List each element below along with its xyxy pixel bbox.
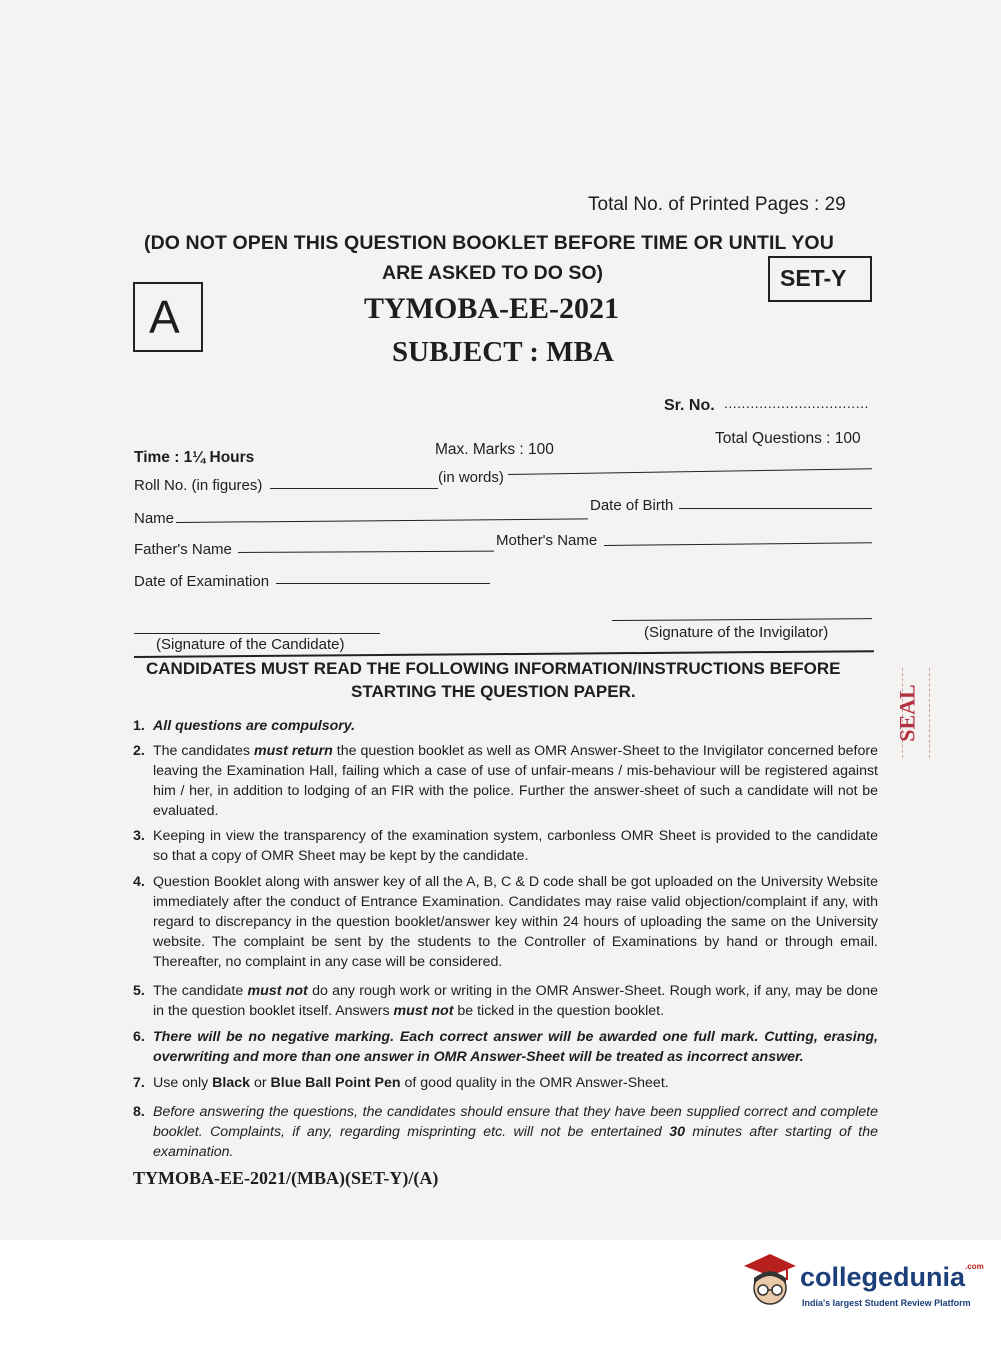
- name-line[interactable]: [176, 518, 588, 523]
- candidate-signature-label: (Signature of the Candidate): [156, 636, 345, 653]
- instruction-number: 6.: [133, 1029, 145, 1045]
- booklet-code-box: [133, 282, 203, 352]
- exam-date-label: Date of Examination: [134, 573, 270, 590]
- invigilator-signature-line[interactable]: [612, 618, 872, 621]
- instruction-text: The candidate must not do any rough work or writing in the OMR Answer-Sheet. Rough work, if any, may be done in the question booklet itself. Answers must not be ticked in the question booklet.: [153, 983, 878, 1019]
- mother-name-label: Mother's Name: [496, 532, 598, 549]
- seal-text: SEAL: [894, 684, 920, 742]
- instruction-number: 8.: [133, 1104, 145, 1120]
- set-label: SET-Y: [780, 265, 847, 291]
- warning-line-2: ARE ASKED TO DO SO): [382, 262, 604, 284]
- instruction-number: 2.: [133, 743, 145, 759]
- invigilator-signature-label: (Signature of the Invigilator): [644, 624, 829, 641]
- instruction-text: Use only Black or Blue Ball Point Pen of good quality in the OMR Answer-Sheet.: [153, 1075, 669, 1091]
- instruction-text: There will be no negative marking. Each correct answer will be awarded one full mark. Cutting, erasing, overwriting and more than one answer in OMR Answer-Sheet will be treated as incorrect answer.: [153, 1029, 878, 1065]
- in-words-label: (in words): [438, 469, 504, 486]
- instruction-text: The candidates must return the question booklet as well as OMR Answer-Sheet to the Invigilator concerned before leaving the Examination Hall, failing which a case of use of unfair-means / mis-behaviour will be registered against him / her, in addition to lodging of an FIR with the police. Further the answer-sheet of such a candidate will not be evaluated.: [153, 743, 878, 819]
- instruction-1: [133, 716, 878, 736]
- max-marks: Max. Marks : 100: [435, 441, 554, 458]
- time-allowed: Time : 1¼ Hours: [134, 449, 255, 466]
- sr-no-label: Sr. No.: [664, 397, 715, 414]
- student-mascot-icon: [742, 1252, 798, 1314]
- instruction-text: All questions are compulsory.: [153, 718, 356, 734]
- in-words-line[interactable]: [508, 468, 872, 475]
- warning-line-1: (DO NOT OPEN THIS QUESTION BOOKLET BEFORE TIME OR UNTIL YOU: [144, 232, 834, 254]
- roll-no-line[interactable]: [270, 488, 438, 489]
- instruction-2: [133, 741, 878, 821]
- instruction-5: [133, 981, 878, 1021]
- instruction-8: [133, 1102, 878, 1162]
- instruction-number: 4.: [133, 874, 145, 890]
- instruction-number: 3.: [133, 828, 145, 844]
- instruction-4: [133, 872, 878, 972]
- seal-stamp: [894, 668, 930, 758]
- instruction-number: 1.: [133, 718, 145, 734]
- roll-no-label: Roll No. (in figures): [134, 477, 263, 494]
- instruction-3: [133, 826, 878, 866]
- instruction-text: Before answering the questions, the candidates should ensure that they have been supplied correct and complete booklet. Complaints, if any, regarding misprinting etc. will not be entertained 30 minutes after starting of the examination.: [153, 1104, 879, 1160]
- logo-tagline: India's largest Student Review Platform: [802, 1298, 971, 1308]
- instruction-7: [133, 1073, 878, 1093]
- mother-name-line[interactable]: [604, 542, 872, 546]
- candidate-signature-line[interactable]: [134, 633, 380, 634]
- dob-label: Date of Birth: [590, 497, 674, 514]
- printed-pages: Total No. of Printed Pages : 29: [588, 194, 846, 215]
- instruction-number: 7.: [133, 1075, 145, 1091]
- dob-line[interactable]: [679, 508, 872, 509]
- instructions-heading-2: STARTING THE QUESTION PAPER.: [351, 682, 636, 701]
- name-label: Name: [134, 510, 175, 527]
- instruction-number: 5.: [133, 983, 145, 999]
- logo-name: collegedunia$^{.com}$: [800, 1262, 984, 1292]
- collegedunia-logo[interactable]: [742, 1252, 984, 1322]
- sr-no-dots: .................................: [724, 395, 869, 411]
- exam-date-line[interactable]: [276, 583, 490, 584]
- instruction-6: [133, 1027, 878, 1067]
- total-questions: Total Questions : 100: [715, 430, 861, 447]
- father-name-label: Father's Name: [134, 541, 232, 558]
- exam-code: TYMOBA-EE-2021: [364, 292, 619, 325]
- instruction-text: Keeping in view the transparency of the examination system, carbonless OMR Sheet is provided to the candidate so that a copy of OMR Sheet may be kept by the candidate.: [153, 828, 878, 864]
- subject: SUBJECT : MBA: [392, 336, 614, 368]
- booklet-code: A: [149, 291, 180, 343]
- set-box: [768, 256, 872, 302]
- footer-code: TYMOBA-EE-2021/(MBA)(SET-Y)/(A): [133, 1168, 439, 1188]
- instruction-text: Question Booklet along with answer key of all the A, B, C & D code shall be got uploaded on the University Website immediately after the conduct of Entrance Examination. Candidates may raise valid objection/complaint if any, with regard to discrepancy in the question booklet/answer key within 24 hours of uploading the same on the University website. The complaint be sent by the students to the Controller of Examinations by hand or through email. Thereafter, no complaint in any case will be considered.: [153, 874, 878, 970]
- father-name-line[interactable]: [238, 551, 494, 553]
- instructions-heading-1: CANDIDATES MUST READ THE FOLLOWING INFORMATION/INSTRUCTIONS BEFORE: [146, 659, 841, 678]
